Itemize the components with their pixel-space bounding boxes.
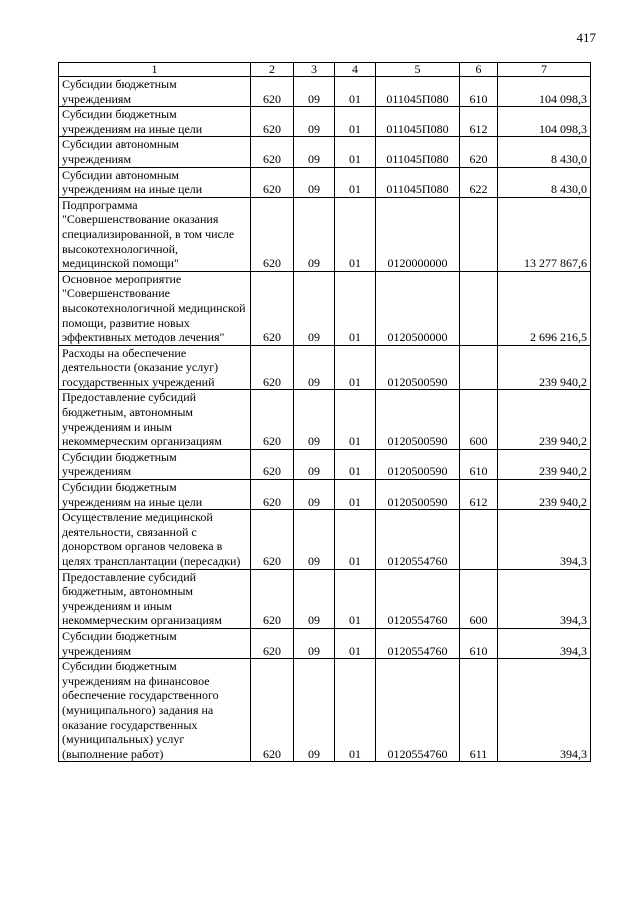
expense-type-cell: 612: [460, 480, 498, 510]
column-header: 6: [460, 63, 498, 77]
target-article-cell: 011045П080: [376, 137, 460, 167]
column-header: 5: [376, 63, 460, 77]
section-code-cell: 09: [294, 480, 335, 510]
row-name-cell: Предоставление субсидий бюджетным, автономным учреждениям и иным некоммерческим организациям: [59, 390, 251, 449]
amount-cell: 13 277 867,6: [498, 197, 591, 271]
subsection-code-cell: 01: [335, 77, 376, 107]
section-code-cell: 09: [294, 628, 335, 658]
amount-cell: 394,3: [498, 510, 591, 569]
row-name-cell: Подпрограмма "Совершенствование оказания специализированной, в том числе высокотехнологичной, медицинской помощи": [59, 197, 251, 271]
table-row: [59, 197, 591, 271]
expense-type-cell: 611: [460, 659, 498, 762]
amount-cell: 8 430,0: [498, 167, 591, 197]
expense-type-cell: [460, 345, 498, 390]
section-code-cell: 09: [294, 569, 335, 628]
budget-table: [58, 62, 591, 762]
expense-type-cell: [460, 510, 498, 569]
target-article-cell: 0120554760: [376, 628, 460, 658]
table-row: [59, 569, 591, 628]
row-name-cell: Субсидии бюджетным учреждениям на иные цели: [59, 480, 251, 510]
subsection-code-cell: 01: [335, 569, 376, 628]
table-row: [59, 510, 591, 569]
table-row: [59, 449, 591, 479]
amount-cell: 394,3: [498, 659, 591, 762]
ministry-code-cell: 620: [251, 107, 294, 137]
column-header: 3: [294, 63, 335, 77]
column-header: 2: [251, 63, 294, 77]
amount-cell: 2 696 216,5: [498, 271, 591, 345]
section-code-cell: 09: [294, 77, 335, 107]
subsection-code-cell: 01: [335, 345, 376, 390]
ministry-code-cell: 620: [251, 480, 294, 510]
ministry-code-cell: 620: [251, 197, 294, 271]
section-code-cell: 09: [294, 197, 335, 271]
ministry-code-cell: 620: [251, 77, 294, 107]
column-header: 1: [59, 63, 251, 77]
expense-type-cell: 600: [460, 390, 498, 449]
expense-type-cell: [460, 271, 498, 345]
target-article-cell: 0120500000: [376, 271, 460, 345]
subsection-code-cell: 01: [335, 167, 376, 197]
expense-type-cell: 622: [460, 167, 498, 197]
section-code-cell: 09: [294, 345, 335, 390]
row-name-cell: Субсидии автономным учреждениям на иные цели: [59, 167, 251, 197]
amount-cell: 239 940,2: [498, 345, 591, 390]
target-article-cell: 0120500590: [376, 480, 460, 510]
ministry-code-cell: 620: [251, 271, 294, 345]
ministry-code-cell: 620: [251, 569, 294, 628]
expense-type-cell: 610: [460, 628, 498, 658]
table-row: [59, 659, 591, 762]
row-name-cell: Субсидии бюджетным учреждениям: [59, 449, 251, 479]
subsection-code-cell: 01: [335, 137, 376, 167]
row-name-cell: Предоставление субсидий бюджетным, автономным учреждениям и иным некоммерческим организациям: [59, 569, 251, 628]
ministry-code-cell: 620: [251, 449, 294, 479]
target-article-cell: 0120500590: [376, 345, 460, 390]
amount-cell: 239 940,2: [498, 390, 591, 449]
target-article-cell: 0120500590: [376, 449, 460, 479]
row-name-cell: Субсидии бюджетным учреждениям на иные цели: [59, 107, 251, 137]
row-name-cell: Субсидии автономным учреждениям: [59, 137, 251, 167]
table-body: [59, 77, 591, 762]
column-header: 4: [335, 63, 376, 77]
table-row: [59, 107, 591, 137]
ministry-code-cell: 620: [251, 659, 294, 762]
row-name-cell: Субсидии бюджетным учреждениям: [59, 77, 251, 107]
target-article-cell: 0120000000: [376, 197, 460, 271]
ministry-code-cell: 620: [251, 345, 294, 390]
section-code-cell: 09: [294, 167, 335, 197]
page-number: 417: [576, 30, 596, 45]
subsection-code-cell: 01: [335, 659, 376, 762]
ministry-code-cell: 620: [251, 628, 294, 658]
subsection-code-cell: 01: [335, 510, 376, 569]
expense-type-cell: 612: [460, 107, 498, 137]
row-name-cell: Расходы на обеспечение деятельности (оказание услуг) государственных учреждений: [59, 345, 251, 390]
ministry-code-cell: 620: [251, 390, 294, 449]
expense-type-cell: [460, 197, 498, 271]
amount-cell: 394,3: [498, 628, 591, 658]
target-article-cell: 011045П080: [376, 107, 460, 137]
subsection-code-cell: 01: [335, 628, 376, 658]
subsection-code-cell: 01: [335, 107, 376, 137]
subsection-code-cell: 01: [335, 480, 376, 510]
section-code-cell: 09: [294, 659, 335, 762]
target-article-cell: 0120500590: [376, 390, 460, 449]
amount-cell: 104 098,3: [498, 107, 591, 137]
expense-type-cell: 600: [460, 569, 498, 628]
amount-cell: 239 940,2: [498, 449, 591, 479]
target-article-cell: 011045П080: [376, 167, 460, 197]
section-code-cell: 09: [294, 390, 335, 449]
column-header: 7: [498, 63, 591, 77]
amount-cell: 239 940,2: [498, 480, 591, 510]
amount-cell: 8 430,0: [498, 137, 591, 167]
table-row: [59, 390, 591, 449]
ministry-code-cell: 620: [251, 510, 294, 569]
section-code-cell: 09: [294, 271, 335, 345]
row-name-cell: Осуществление медицинской деятельности, связанной с донорством органов человека в целях трансплантации (пересадки): [59, 510, 251, 569]
table-row: [59, 628, 591, 658]
ministry-code-cell: 620: [251, 167, 294, 197]
section-code-cell: 09: [294, 137, 335, 167]
table-row: [59, 137, 591, 167]
subsection-code-cell: 01: [335, 271, 376, 345]
section-code-cell: 09: [294, 107, 335, 137]
target-article-cell: 0120554760: [376, 659, 460, 762]
target-article-cell: 0120554760: [376, 510, 460, 569]
row-name-cell: Субсидии бюджетным учреждениям на финансовое обеспечение государственного (муниципального) задания на оказание государственных (муниципальных) услуг (выполнение работ): [59, 659, 251, 762]
expense-type-cell: 620: [460, 137, 498, 167]
subsection-code-cell: 01: [335, 449, 376, 479]
table-row: [59, 77, 591, 107]
table-row: [59, 345, 591, 390]
section-code-cell: 09: [294, 449, 335, 479]
table-row: [59, 271, 591, 345]
ministry-code-cell: 620: [251, 137, 294, 167]
section-code-cell: 09: [294, 510, 335, 569]
row-name-cell: Основное мероприятие "Совершенствование высокотехнологичной медицинской помощи, развитие новых эффективных методов лечения": [59, 271, 251, 345]
target-article-cell: 0120554760: [376, 569, 460, 628]
amount-cell: 104 098,3: [498, 77, 591, 107]
subsection-code-cell: 01: [335, 390, 376, 449]
table-row: [59, 480, 591, 510]
expense-type-cell: 610: [460, 77, 498, 107]
row-name-cell: Субсидии бюджетным учреждениям: [59, 628, 251, 658]
expense-type-cell: 610: [460, 449, 498, 479]
subsection-code-cell: 01: [335, 197, 376, 271]
amount-cell: 394,3: [498, 569, 591, 628]
table-row: [59, 167, 591, 197]
target-article-cell: 011045П080: [376, 77, 460, 107]
header-row: [59, 63, 591, 77]
